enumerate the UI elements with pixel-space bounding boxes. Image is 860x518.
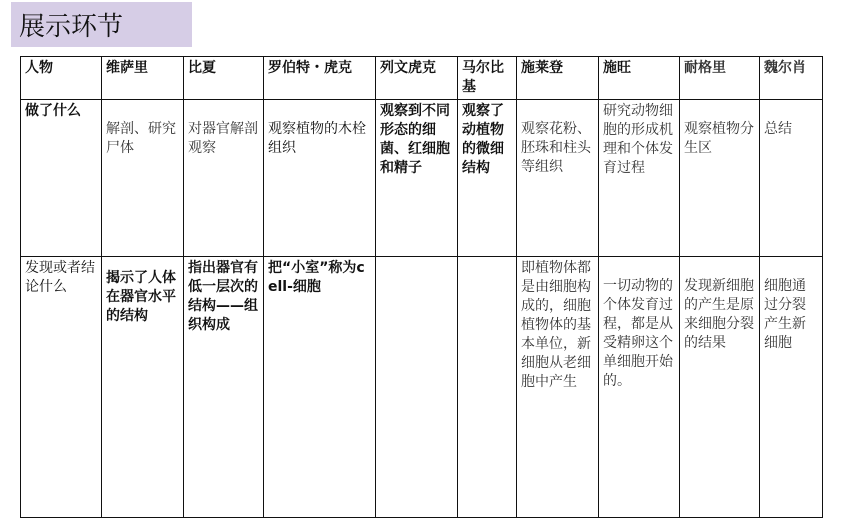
scientist-table: [20, 56, 823, 518]
table-row: [21, 257, 823, 518]
table-cell: 发现新细胞的产生是原来细胞分裂的结果: [680, 257, 760, 518]
row-label-did: 做了什么: [21, 100, 102, 257]
table-cell: 研究动物细胞的形成机理和个体发育过程: [599, 100, 680, 257]
table-cell: [376, 257, 458, 518]
table-cell: 观察植物的木栓组织: [264, 100, 376, 257]
table-cell: 总结: [760, 100, 823, 257]
table-header-row: [21, 57, 823, 100]
table-cell: 即植物体都是由细胞构成的，细胞植物体的基本单位，新细胞从老细胞中产生: [517, 257, 599, 518]
header-cell: 魏尔肖: [760, 57, 823, 100]
table-cell: 观察花粉、胚珠和柱头等组织: [517, 100, 599, 257]
page-title: 展示环节: [19, 12, 124, 42]
table-cell: 一切动物的个体发育过程，都是从受精卵这个单细胞开始的。: [599, 257, 680, 518]
table-cell: 观察植物分生区: [680, 100, 760, 257]
table-cell: 指出器官有低一层次的结构——组织构成: [184, 257, 264, 518]
table-cell: [458, 257, 517, 518]
header-cell: 马尔比基: [458, 57, 517, 100]
header-cell: 比夏: [184, 57, 264, 100]
header-cell: 耐格里: [680, 57, 760, 100]
table-cell: 解剖、研究尸体: [102, 100, 184, 257]
header-cell: 施莱登: [517, 57, 599, 100]
table-cell: 揭示了人体在器官水平的结构: [102, 257, 184, 518]
header-cell: 人物: [21, 57, 102, 100]
table-cell: 细胞通过分裂产生新细胞: [760, 257, 823, 518]
row-label-found: 发现或者结论什么: [21, 257, 102, 518]
header-cell: 罗伯特・虎克: [264, 57, 376, 100]
table-cell: 对器官解剖观察: [184, 100, 264, 257]
table-row: [21, 100, 823, 257]
table-cell: 观察了动植物的微细结构: [458, 100, 517, 257]
table-cell: 观察到不同形态的细菌、红细胞和精子: [376, 100, 458, 257]
header-cell: 施旺: [599, 57, 680, 100]
header-cell: 维萨里: [102, 57, 184, 100]
header-cell: 列文虎克: [376, 57, 458, 100]
table-cell: 把“小室”称为cell-细胞: [264, 257, 376, 518]
